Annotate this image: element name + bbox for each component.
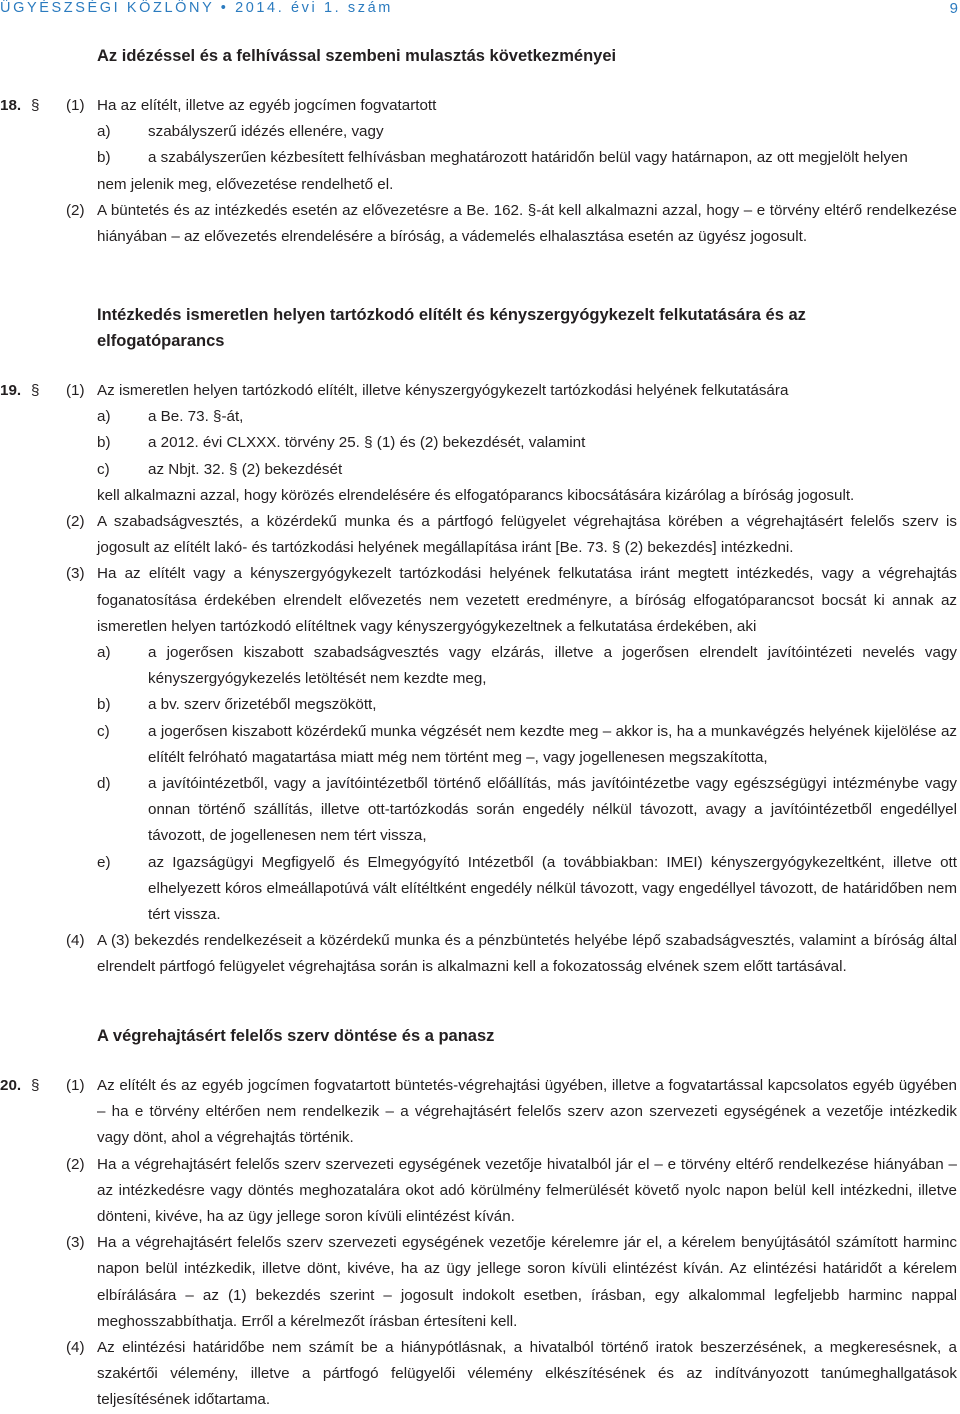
item-label: c) (97, 460, 110, 478)
paragraph-text: A (3) bekezdés rendelkezéseit a közérdekű munka és a pénzbüntetés helyébe lépő szabadságvesztés, valamint a bíróság által elrendelt pártfogó felügyelet végrehajtása során is alkalmazni kell a fokozatosság elvének szem előtt tartásával. (97, 932, 957, 976)
section-symbol: § (31, 1077, 40, 1094)
paragraph-tail: kell alkalmazni azzal, hogy körözés elrendelésére és elfogatóparancs kibocsátására kizárólag a bíróság jogosult. (97, 486, 855, 504)
section-18 (0, 93, 960, 250)
list-item-a (97, 404, 957, 430)
item-label: b) (97, 149, 111, 167)
item-text: szabályszerű idézés ellenére, vagy (148, 123, 384, 141)
item-label: e) (97, 853, 111, 871)
list-item-b (97, 692, 957, 718)
page-number: 9 (949, 0, 958, 17)
paragraph-19-3 (0, 561, 957, 928)
paragraph-text: Ha a végrehajtásért felelős szerv szervezeti egységének vezetője kérelemre jár el, a kérelem benyújtásától számított harminc napon belül intézkedik, illetve dönt, kivéve, ha az ügy jellege soron kívüli elintézést kíván. Az elintézési határidőt a kérelem elbírálására – az (1) bekezdés szerint – jogosult indokolt esetben, írásban, egy alkalommal legfeljebb harminc nappal meghosszabbíthatja. Erről a kérelmezőt írásban értesíteni kell. (97, 1234, 957, 1330)
item-text: a jogerősen kiszabott szabadságvesztés vagy elzárás, illetve a jogerősen elrendelt javítóintézeti nevelés vagy kényszergyógykezelés letöltését nem kezdte meg, (148, 644, 957, 688)
paragraph-20-4 (0, 1335, 957, 1414)
item-label: a) (97, 644, 111, 662)
item-text: a szabályszerűen kézbesített felhívásban meghatározott határidőn belül vagy határnapon, az ott megjelölt helyen (148, 149, 908, 167)
list-item-a (97, 640, 957, 692)
paragraph-intro: Ha az elítélt, illetve az egyéb jogcímen fogvatartott (97, 97, 437, 114)
paragraph-20-3 (0, 1230, 957, 1335)
item-label: a) (97, 408, 111, 426)
section-symbol: § (31, 382, 40, 399)
paragraph-text: A szabadságvesztés, a közérdekű munka és a pártfogó felügyelet végrehajtása körében a végrehajtásért felelős szerv is jogosult az elítélt lakó- és tartózkodási helyének megállapítása iránt [Be. 73. § (2) bekezdés] intézkedni. (97, 513, 957, 557)
item-label: c) (97, 722, 110, 740)
paragraph-text: Ha a végrehajtásért felelős szerv szervezeti egységének vezetője hivatalból jár el – e törvény eltérő rendelkezése hiányában – az intézkedésre vagy döntés meghozatalára okot adó körülmény felmerülését követő nyolc napon belül kell intézkedni, illetve dönteni, kivéve, ha az ügy jellege soron kívüli elintézést kíván. (97, 1155, 957, 1226)
paragraph-number: (3) (66, 1234, 85, 1252)
item-text: a Be. 73. §-át, (148, 408, 244, 426)
paragraph-19-1 (0, 378, 957, 509)
list-item-b (97, 145, 957, 171)
publication-title: ÜGYÉSZSÉGI KÖZLÖNY • 2014. évi 1. szám (0, 0, 393, 16)
section-symbol: § (31, 97, 40, 114)
page-header (0, 0, 960, 20)
paragraph-tail: nem jelenik meg, elővezetése rendelhető el. (97, 175, 394, 193)
item-label: b) (97, 696, 111, 714)
paragraph-number: (2) (66, 513, 85, 531)
section-heading-19: Intézkedés ismeretlen helyen tartózkodó elítélt és kényszergyógykezelt felkutatására és az elfogatóparancs (97, 306, 806, 350)
item-text: az Nbjt. 32. § (2) bekezdését (148, 460, 343, 478)
paragraph-19-2 (0, 509, 957, 561)
paragraph-number: (1) (66, 1077, 85, 1094)
paragraph-number: (2) (66, 1155, 85, 1173)
item-text: a javítóintézetből, vagy a javítóintézetből történő előállítás, más javítóintézetbe vagy egészségügyi intézménybe vagy onnan történő szállítás, illetve ott-tartózkodás során engedély nélkül távozott, avagy a javítóintézetből engedéllyel távozott, de jogellenesen nem tért vissza, (148, 775, 957, 845)
section-heading-20: A végrehajtásért felelős szerv döntése és a panasz (97, 1027, 495, 1045)
section-20 (0, 1073, 960, 1414)
section-number: 20. (0, 1077, 22, 1094)
item-label: d) (97, 775, 111, 793)
section-heading-18: Az idézéssel és a felhívással szembeni mulasztás következményei (97, 47, 617, 65)
item-text: a bv. szerv őrizetéből megszökött, (148, 696, 377, 714)
item-text: a jogerősen kiszabott közérdekű munka végzését nem kezdte meg – akkor is, ha a munkavégzés helyének kijelölése az elítélt felróható magatartása miatt még nem történt meg –, vagy jogellenesen megszakította, (148, 722, 957, 766)
paragraph-number: (1) (66, 97, 85, 114)
list-item-c (97, 457, 957, 483)
section-number: 18. (0, 97, 22, 114)
paragraph-18-2 (0, 198, 957, 250)
paragraph-number: (4) (66, 932, 85, 950)
paragraph-number: (4) (66, 1339, 85, 1357)
list-item-c (97, 719, 957, 771)
section-19 (0, 378, 960, 981)
list-item-d (97, 771, 957, 850)
item-label: a) (97, 123, 111, 141)
paragraph-number: (2) (66, 201, 85, 219)
paragraph-text: Az elítélt és az egyéb jogcímen fogvatartott büntetés-végrehajtási ügyében, illetve a fogvatartással kapcsolatos egyéb ügyében – ha e törvény eltérően nem rendelkezik – a végrehajtásért felelős szerv azon szervezeti egységének a vezetője intézkedik vagy dönt, ahol a végrehajtás történik. (97, 1077, 957, 1147)
paragraph-20-2 (0, 1152, 957, 1231)
paragraph-19-4 (0, 928, 957, 980)
paragraph-text: A büntetés és az intézkedés esetén az elővezetésre a Be. 162. §-át kell alkalmazni azzal, hogy – e törvény eltérő rendelkezése hiányában – az elővezetés elrendelésére a bíróság, a vádemelés elhalasztása esetén az ügyész jogosult. (97, 201, 957, 246)
paragraph-text: Az elintézési határidőbe nem számít be a hiánypótlásnak, a hivatalból történő iratok beszerzésének, a megkeresésnek, a szakértői vélemény, illetve a pártfogó felügyelői vélemény elkészítésének és az indítványozott tanúmeghallgatások teljesítésének időtartama. (97, 1339, 957, 1409)
section-number: 19. (0, 382, 22, 399)
item-text: az Igazságügyi Megfigyelő és Elmegyógyító Intézetből (a továbbiakban: IMEI) kényszergyógykezeltként, illetve ott elhelyezett kóros elmeállapotúvá vált elítéltként engedély nélkül távozott, vagy engedéllyel távozott, de határidőben nem tért vissza. (148, 853, 957, 924)
paragraph-intro: Ha az elítélt vagy a kényszergyógykezelt tartózkodási helyének felkutatása iránt megtett intézkedés, vagy a végrehajtás foganatosítása érdekében elrendelt elővezetés nem vezetett eredményre, a bíróság elfogatóparancsot bocsát ki annak az ismeretlen helyen tartózkodó elítéltnek vagy kényszergyógykezeltnek a felkutatása érdekében, aki (97, 565, 957, 635)
list-item-b (97, 430, 957, 456)
item-text: a 2012. évi CLXXX. törvény 25. § (1) és (2) bekezdését, valamint (148, 434, 586, 452)
paragraph-number: (1) (66, 382, 85, 399)
paragraph-intro: Az ismeretlen helyen tartózkodó elítélt, illetve kényszergyógykezelt tartózkodási helyének felkutatására (97, 382, 789, 399)
list-item-e (97, 850, 957, 929)
paragraph-18-1 (0, 93, 957, 198)
item-label: b) (97, 434, 111, 452)
list-item-a (97, 119, 957, 145)
paragraph-20-1 (0, 1073, 957, 1152)
paragraph-number: (3) (66, 565, 85, 583)
